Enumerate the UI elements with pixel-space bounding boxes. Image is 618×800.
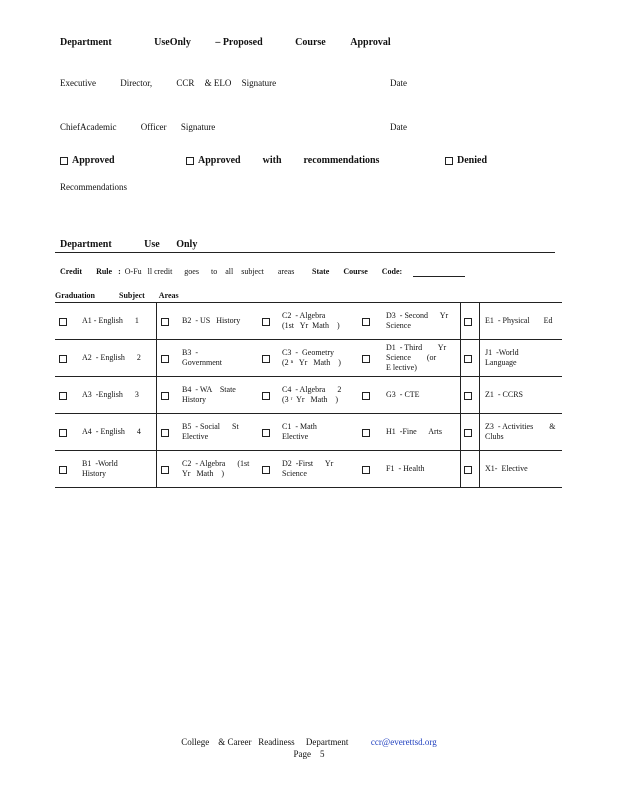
subject-line: D2 -First Yr xyxy=(282,459,334,468)
subject-cell xyxy=(282,459,333,479)
approval-header xyxy=(60,37,413,48)
subject-cell xyxy=(386,390,420,400)
option-label: with xyxy=(262,155,282,166)
footer-page-number: Page 5 xyxy=(293,749,325,759)
checkbox-icon[interactable] xyxy=(362,355,370,363)
subject-line: C2 - Algebra xyxy=(282,311,326,320)
checkbox-icon[interactable] xyxy=(161,392,169,400)
sig-word: Executive xyxy=(60,78,96,88)
checkbox-icon[interactable] xyxy=(186,157,194,165)
subject-cell xyxy=(82,390,139,400)
credit-label: Credit xyxy=(60,267,83,276)
subject-cell xyxy=(485,464,528,474)
checkbox-icon[interactable] xyxy=(262,466,270,474)
subject-line: (3 ʳ Yr Math ) xyxy=(282,395,339,404)
exec-date-label: Date xyxy=(390,78,407,88)
checkbox-icon[interactable] xyxy=(362,466,370,474)
checkbox-icon[interactable] xyxy=(161,318,169,326)
title-word: Use xyxy=(144,239,160,250)
header-word: – Proposed xyxy=(215,37,263,48)
state-course-code-field[interactable] xyxy=(413,276,465,277)
option-approved[interactable] xyxy=(60,155,115,166)
checkbox-icon[interactable] xyxy=(262,392,270,400)
subject-line: Government xyxy=(182,358,222,367)
subject-cell xyxy=(282,348,341,368)
subject-cell xyxy=(282,422,317,442)
subject-line: History xyxy=(182,395,206,404)
credit-text: all xyxy=(225,267,234,276)
subject-line: (2 ⁿ Yr Math ) xyxy=(282,358,341,367)
chief-signature-label xyxy=(60,122,215,132)
exec-signature-label xyxy=(60,78,276,88)
subject-cell xyxy=(182,422,239,442)
subject-cell xyxy=(386,427,442,437)
subject-line: C2 - Algebra (1st xyxy=(182,459,250,468)
checkbox-icon[interactable] xyxy=(161,429,169,437)
code-word: Course xyxy=(343,267,368,276)
subject-line: C4 - Algebra 2 xyxy=(282,385,342,394)
option-label: Approved xyxy=(198,155,241,166)
credit-text: to xyxy=(210,267,218,276)
subject-line: A4 - English 4 xyxy=(82,427,141,436)
subject-line: D3 - Second Yr xyxy=(386,311,449,320)
checkbox-icon[interactable] xyxy=(59,318,67,326)
subject-cell xyxy=(182,385,236,405)
grad-word: Areas xyxy=(158,291,179,300)
subject-line: B2 - US History xyxy=(182,316,241,325)
title-word: Only xyxy=(176,239,198,250)
sig-word: Officer xyxy=(140,122,167,132)
subject-cell xyxy=(182,348,222,368)
checkbox-icon[interactable] xyxy=(59,429,67,437)
subject-line: Clubs xyxy=(485,432,504,441)
section-divider xyxy=(55,252,555,253)
subject-line: Yr Math ) xyxy=(182,469,224,478)
checkbox-icon[interactable] xyxy=(464,429,472,437)
title-word: Department xyxy=(60,239,112,250)
subject-line: Language xyxy=(485,358,517,367)
subject-cell xyxy=(485,390,523,400)
subject-cell xyxy=(282,385,341,405)
subject-line: D1 - Third Yr xyxy=(386,343,447,352)
subject-cell xyxy=(386,343,446,373)
checkbox-icon[interactable] xyxy=(60,157,68,165)
credit-rule xyxy=(60,267,294,276)
option-label: Denied xyxy=(457,155,487,166)
sig-word: ChiefAcademic xyxy=(60,122,117,132)
credit-text: ll credit xyxy=(147,267,173,276)
credit-label: Rule xyxy=(96,267,113,276)
subject-line: Elective xyxy=(282,432,309,441)
checkbox-icon[interactable] xyxy=(262,355,270,363)
subject-line: A2 - English 2 xyxy=(82,353,141,362)
subject-line: F1 - Health xyxy=(386,464,425,473)
subject-cell xyxy=(82,459,118,479)
checkbox-icon[interactable] xyxy=(464,466,472,474)
subject-cell xyxy=(386,464,424,474)
header-word: UseOnly xyxy=(154,37,191,48)
checkbox-icon[interactable] xyxy=(362,318,370,326)
code-word: State xyxy=(312,267,330,276)
table-row xyxy=(55,303,562,340)
dept-use-title xyxy=(60,239,197,250)
subject-grid xyxy=(55,302,562,488)
header-word: Course xyxy=(295,37,326,48)
checkbox-icon[interactable] xyxy=(464,318,472,326)
subject-line: Z1 - CCRS xyxy=(485,390,524,399)
checkbox-icon[interactable] xyxy=(262,318,270,326)
credit-text: O-Fu xyxy=(124,267,142,276)
checkbox-icon[interactable] xyxy=(161,355,169,363)
subject-line: B3 - xyxy=(182,348,198,357)
subject-line: Z3 - Activities & xyxy=(485,422,556,431)
subject-cell xyxy=(282,311,340,331)
credit-text: goes xyxy=(184,267,199,276)
subject-cell xyxy=(485,316,553,326)
subject-line: E lective) xyxy=(386,363,417,372)
sig-word: Director, xyxy=(120,78,153,88)
checkbox-icon[interactable] xyxy=(362,429,370,437)
subject-line: (1st Yr Math ) xyxy=(282,321,340,330)
chief-date-label: Date xyxy=(390,122,407,132)
subject-line: C3 - Geometry xyxy=(282,348,334,357)
checkbox-icon[interactable] xyxy=(161,466,169,474)
state-course-code-label xyxy=(312,267,402,276)
subject-cell xyxy=(82,427,141,437)
subject-line: E1 - Physical Ed xyxy=(485,316,553,325)
checkbox-icon[interactable] xyxy=(445,157,453,165)
subject-line: B5 - Social St xyxy=(182,422,239,431)
subject-line: A1 - English 1 xyxy=(82,316,139,325)
checkbox-icon[interactable] xyxy=(59,466,67,474)
option-denied[interactable] xyxy=(445,155,487,166)
sig-word: Signature xyxy=(180,122,216,132)
checkbox-icon[interactable] xyxy=(262,429,270,437)
subject-line: A3 -English 3 xyxy=(82,390,139,399)
footer xyxy=(0,737,618,759)
subject-line: Science xyxy=(386,321,411,330)
subject-cell xyxy=(82,353,141,363)
subject-line: X1- Elective xyxy=(485,464,528,473)
grad-subject-areas-label xyxy=(55,291,179,300)
subject-line: B4 - WA State xyxy=(182,385,236,394)
subject-line: Elective xyxy=(182,432,209,441)
option-label: Approved xyxy=(72,155,115,166)
subject-line: C1 - Math xyxy=(282,422,317,431)
subject-cell xyxy=(182,316,240,326)
subject-cell xyxy=(182,459,249,479)
checkbox-icon[interactable] xyxy=(362,392,370,400)
subject-line: J1 -World xyxy=(485,348,519,357)
checkbox-icon[interactable] xyxy=(59,392,67,400)
credit-colon: : xyxy=(118,267,121,276)
subject-line: G3 - CTE xyxy=(386,390,420,399)
subject-line: B1 -World xyxy=(82,459,118,468)
option-label: recommendations xyxy=(303,155,380,166)
subject-cell xyxy=(485,422,555,442)
credit-text: subject xyxy=(241,267,264,276)
subject-cell xyxy=(386,311,448,331)
grad-word: Subject xyxy=(119,291,145,300)
table-row xyxy=(55,377,562,414)
footer-email-link[interactable]: ccr@everettsd.org xyxy=(370,737,437,747)
subject-line: History xyxy=(82,469,106,478)
table-row xyxy=(55,451,562,487)
sig-word: Signature xyxy=(241,78,277,88)
sig-word: & ELO xyxy=(204,78,232,88)
header-word: Department xyxy=(60,37,112,48)
checkbox-icon[interactable] xyxy=(59,355,67,363)
table-row xyxy=(55,414,562,451)
code-word: Code: xyxy=(381,267,403,276)
option-approved-with-recommendations[interactable] xyxy=(186,155,379,166)
subject-line: Science (or xyxy=(386,353,437,362)
credit-text: areas xyxy=(277,267,295,276)
header-word: Approval xyxy=(350,37,391,48)
subject-line: Science xyxy=(282,469,307,478)
subject-cell xyxy=(485,348,519,368)
checkbox-icon[interactable] xyxy=(464,355,472,363)
checkbox-icon[interactable] xyxy=(464,392,472,400)
subject-cell xyxy=(82,316,139,326)
subject-line: H1 -Fine Arts xyxy=(386,427,442,436)
footer-dept: College & Career Readiness Department xyxy=(181,737,349,747)
recommendations-label: Recommendations xyxy=(60,182,127,192)
grad-word: Graduation xyxy=(55,291,96,300)
table-row xyxy=(55,340,562,377)
sig-word: CCR xyxy=(176,78,195,88)
